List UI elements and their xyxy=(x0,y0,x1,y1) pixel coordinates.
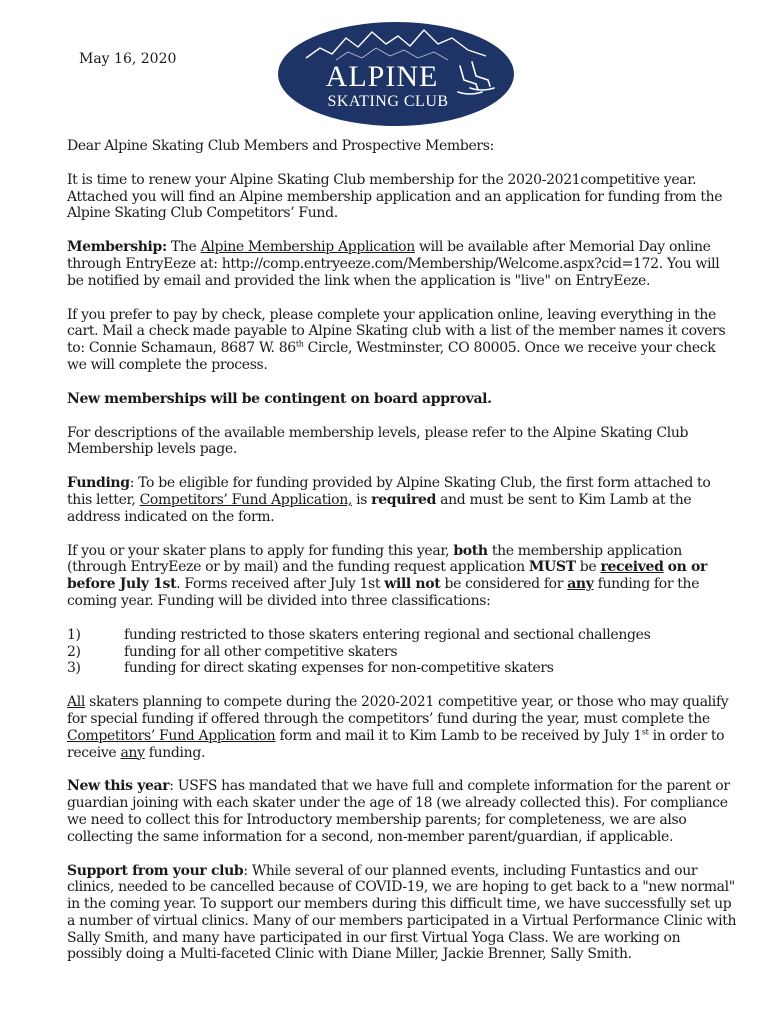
membership-paragraph: Membership: The Alpine Membership Application will be available after Memorial Day online through EntryEeze at: http://comp.entryeeze.com/Membership/Welcome.aspx?cid=172. You will be notified by email and provided the link when the application is "live" on EntryEeze. xyxy=(67,239,720,289)
apply-paragraph: If you or your skater plans to apply for funding this year, both the membership application (through EntryEeze or by mail) and the funding request application MUST be received on or before July 1st. Forms received after July 1st will not be considered for any funding for the coming year. Funding will be divided into three classifications: xyxy=(67,542,707,609)
support-heading: Support from your club xyxy=(67,862,244,879)
approval-notice: New memberships will be contingent on board approval. xyxy=(67,390,492,407)
salutation: Dear Alpine Skating Club Members and Prospective Members: xyxy=(67,138,494,154)
levels-paragraph: For descriptions of the available membership levels, please refer to the Alpine Skating Club Membership levels page. xyxy=(67,424,689,458)
funding-heading: Funding xyxy=(67,475,130,492)
new-this-year-paragraph: New this year: USFS has mandated that we have full and complete information for the parent or guardian joining with each skater under the age of 18 (we already collected this). For compliance we need to collect this for Introductory membership parents; for completeness, we are also collecting the same information for a second, non-member parent/guardian, if applicable. xyxy=(67,778,730,845)
list-item: 2) funding for all other competitive skaters xyxy=(67,643,398,660)
all-skaters-paragraph: All skaters planning to compete during the 2020-2021 competitive year, or those who may qualify for special funding if offered through the competitors’ fund during the year, must complete the Competitors’ Fund Application form and mail it to Kim Lamb to be received by July 1st in order to receive any funding. xyxy=(67,694,729,761)
logo-subtitle: SKATING CLUB xyxy=(327,93,449,110)
list-item: 1) funding restricted to those skaters entering regional and sectional challenges xyxy=(67,626,651,643)
support-paragraph: Support from your club: While several of our planned events, including Funtastics and our clinics, needed to be cancelled because of COVID-19, we are hoping to get back to a "new normal" in the coming year. To support our members during this difficult time, we have successfully set up a number of virtual clinics. Many of our members participated in a Virtual Performance Clinic with Sally Smith, and many have participated in our first Virtual Yoga Class. We are working on possibly doing a Multi-faceted Clinic with Diane Miller, Jackie Brenner, Sally Smith. xyxy=(67,862,737,963)
letter-body xyxy=(67,138,739,980)
new-this-year-heading: New this year xyxy=(67,778,170,795)
logo-title: ALPINE xyxy=(325,60,439,93)
check-paragraph: If you prefer to pay by check, please complete your application online, leaving everything in the cart. Mail a check made payable to Alpine Skating club with a list of the member names it covers to: Connie Schamaun, 8687 W. 86th Circle, Westminster, CO 80005. Once we receive your check we will complete the process. xyxy=(67,306,726,373)
membership-heading: Membership: xyxy=(67,239,167,256)
alpine-skating-club-logo xyxy=(276,20,516,128)
intro-paragraph: It is time to renew your Alpine Skating Club membership for the 2020-2021competitive year. Attached you will find an Alpine membership application and an application for funding from the Alpine Skating Club Competitors’ Fund. xyxy=(67,171,723,222)
competitors-fund-form: Competitors’ Fund Application, xyxy=(139,491,352,508)
membership-application-link[interactable]: Alpine Membership Application xyxy=(200,239,415,256)
classification-list xyxy=(67,627,739,677)
funding-paragraph: Funding: To be eligible for funding provided by Alpine Skating Club, the first form attached to this letter, Competitors’ Fund Application, is required and must be sent to Kim Lamb at the address indicated on the form. xyxy=(67,475,711,525)
letter-date: May 16, 2020 xyxy=(79,51,177,67)
list-item: 3) funding for direct skating expenses for non-competitive skaters xyxy=(67,660,554,677)
